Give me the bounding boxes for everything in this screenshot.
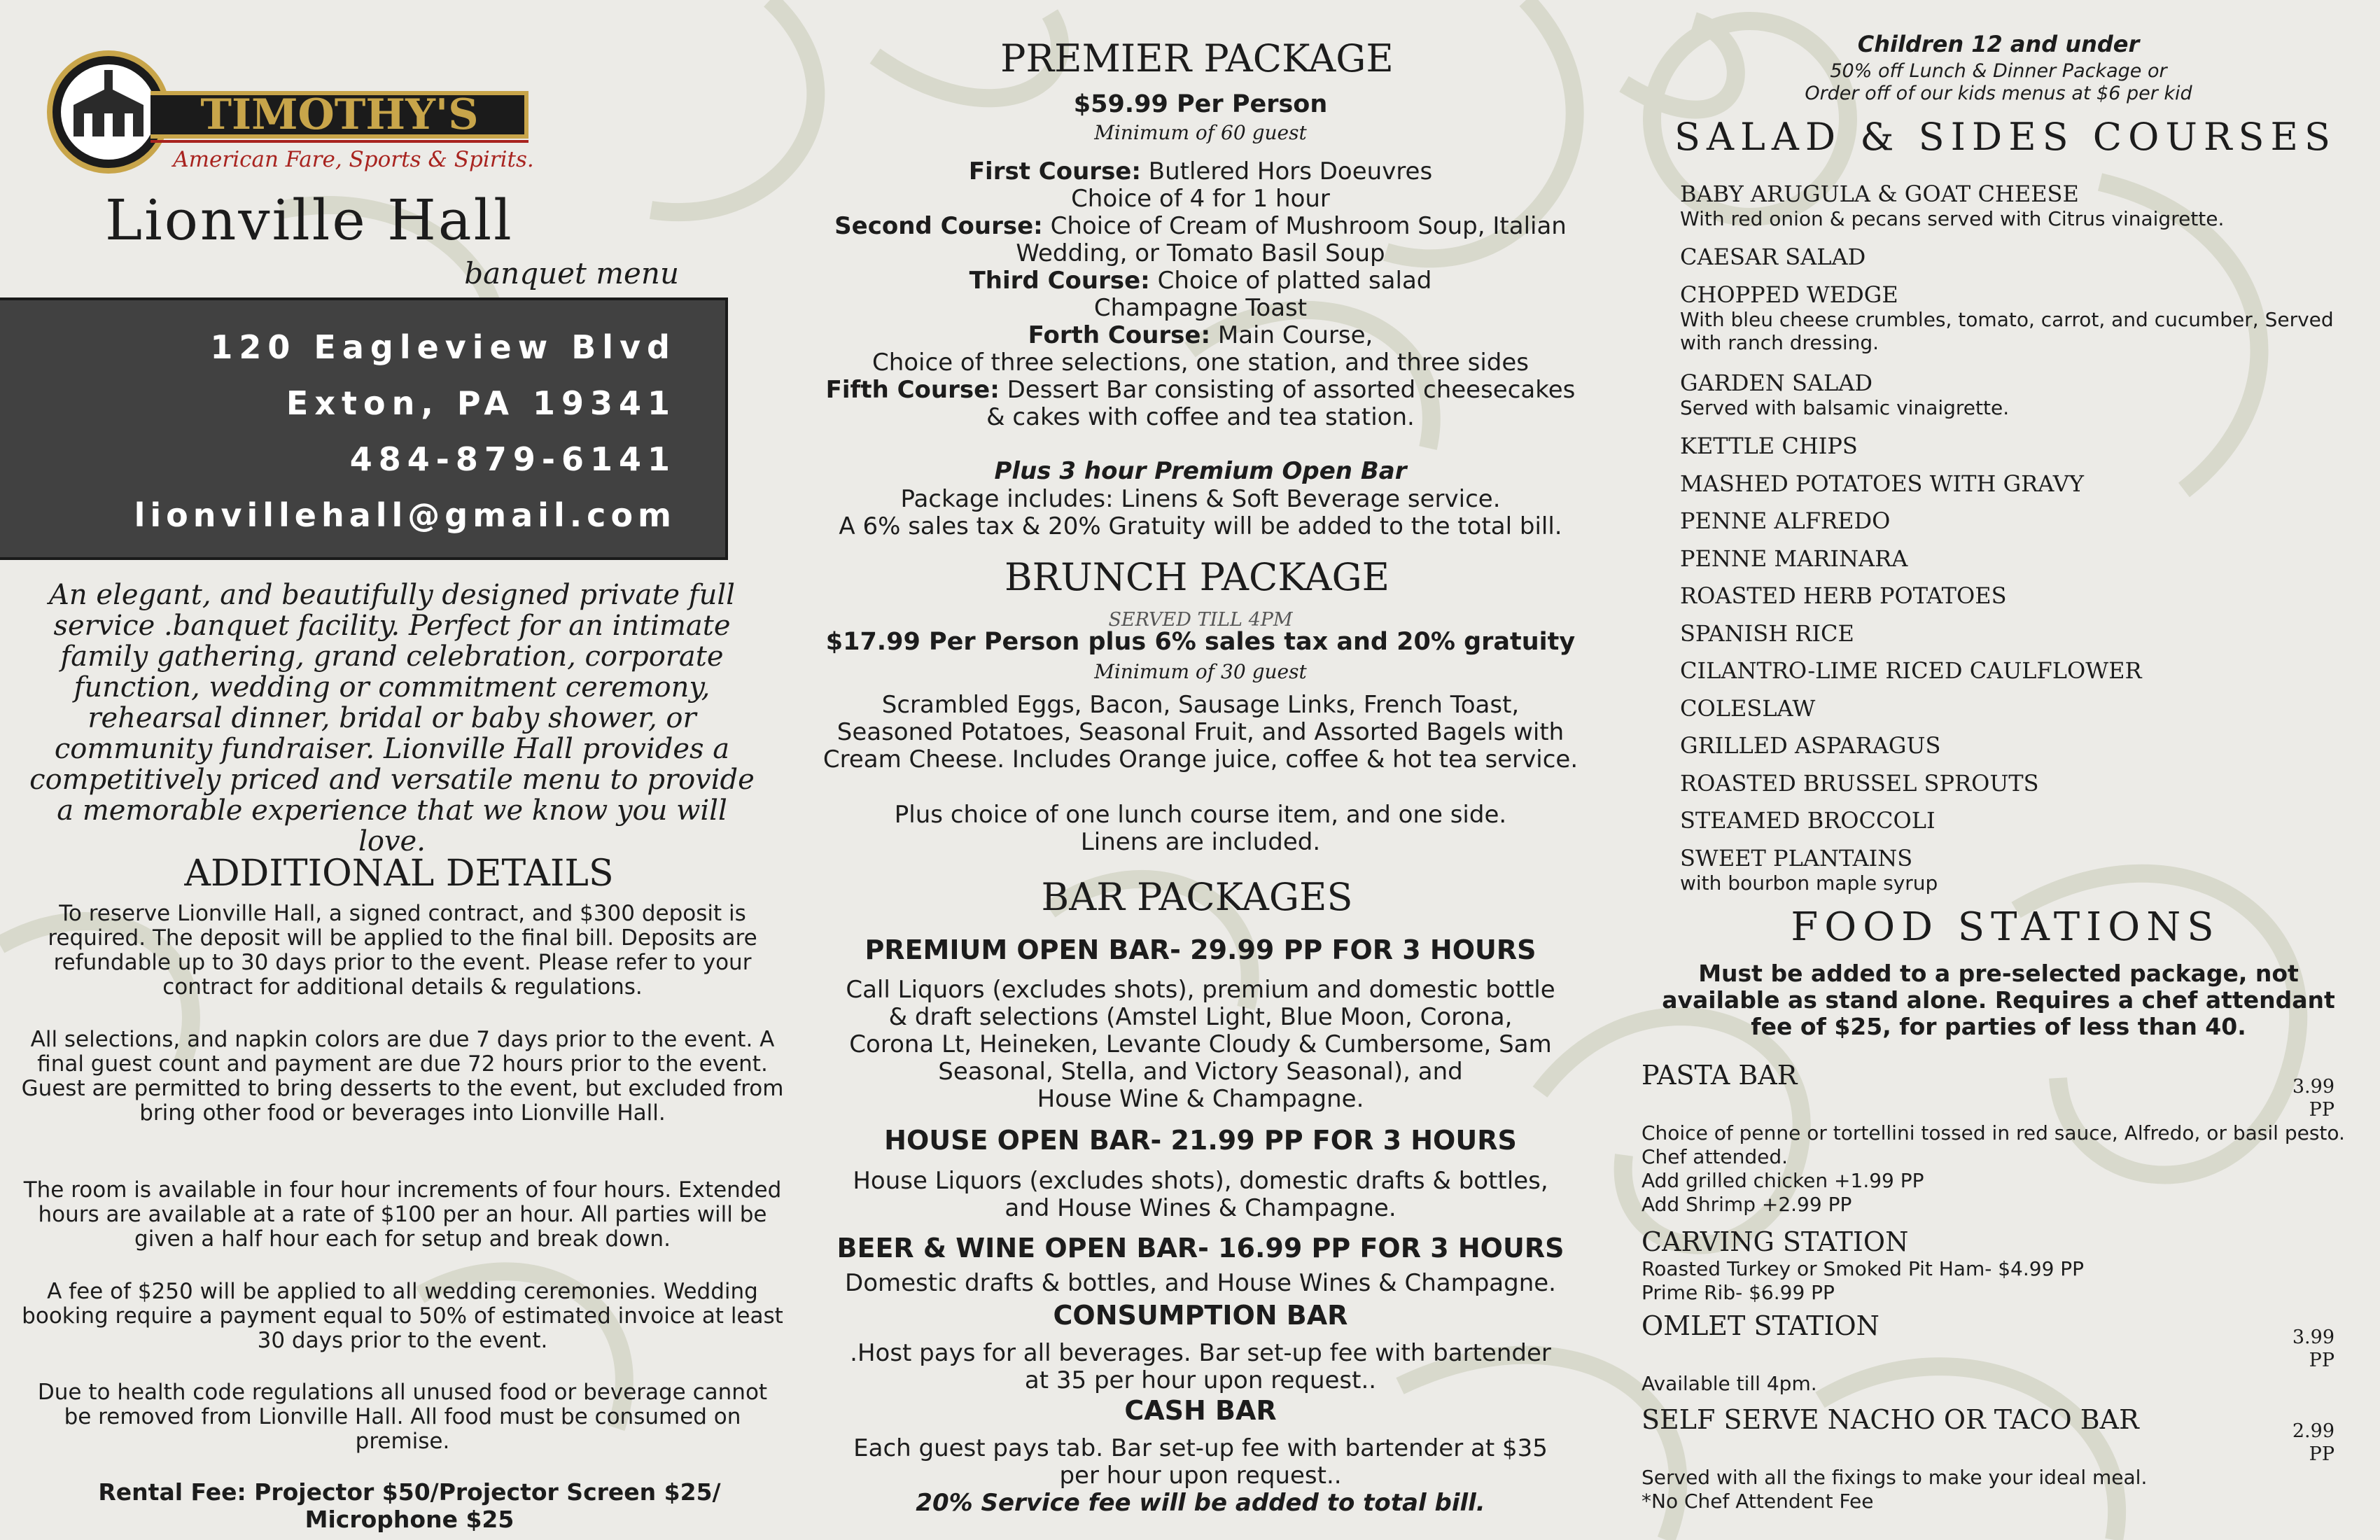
premium-bar-description: Call Liquors (excludes shots), premium and domestic bottle & draft selections (Amstel Light, Blue Moon, Corona, Corona Lt, Heineken, Levante Cloudy & Cumbersome, Sam Seasonal, Stella, and Victory Seasonal), and House Wine & Champagne.	[846, 976, 1555, 1113]
brunch-extras: Plus choice of one lunch course item, and one side. Linens are included.	[894, 801, 1507, 856]
children-title: Children 12 and under	[1857, 31, 2140, 57]
list-item: CAESAR SALAD	[1680, 244, 1866, 270]
cash-bar-title: CASH BAR	[1124, 1395, 1277, 1426]
premier-includes: Package includes: Linens & Soft Beverage service.	[900, 485, 1501, 513]
details-paragraph: All selections, and napkin colors are due 7 days prior to the event. A final guest count and payment are due 72 hours prior to the event. Guest are permitted to bring desserts to the event, but excluded from bring other food or beverages into Lionville Hall.	[21, 1027, 784, 1126]
list-item: BABY ARUGULA & GOAT CHEESE With red onion & pecans served with Citrus vinaigrette.	[1680, 181, 2225, 230]
course-3: Third Course: Choice of platted salad	[969, 267, 1432, 295]
list-item: SPANISH RICE	[1680, 620, 1854, 647]
list-item: CILANTRO-LIME RICED CAULFLOWER	[1680, 657, 2142, 684]
carving-station: CARVING STATION Roasted Turkey or Smoked Pit Ham- $4.99 PP Prime Rib- $6.99 PP	[1642, 1226, 2085, 1304]
food-stations-title: FOOD STATIONS	[1791, 904, 2220, 950]
email-link[interactable]: lionvillehall@gmail.com	[134, 496, 676, 534]
logo-name: TIMOTHY'S	[200, 90, 479, 139]
house-bar-title: HOUSE OPEN BAR- 21.99 PP FOR 3 HOURS	[884, 1125, 1517, 1156]
list-item: CHOPPED WEDGE With bleu cheese crumbles, tomato, carrot, and cucumber, Served with ranch dressing.	[1680, 281, 2334, 354]
premier-price: $59.99 Per Person	[1073, 90, 1328, 118]
consumption-bar-title: CONSUMPTION BAR	[1053, 1300, 1348, 1331]
food-stations-note: Must be added to a pre-selected package, not available as stand alone. Requires a chef attendant fee of $25, for parties of less than 40.	[1662, 960, 2335, 1040]
course-2: Second Course: Choice of Cream of Mushroom Soup, Italian	[834, 212, 1567, 240]
premier-bar-note: Plus 3 hour Premium Open Bar	[994, 457, 1407, 485]
address-line-2: Exton, PA 19341	[286, 384, 676, 422]
course-5: Fifth Course: Dessert Bar consisting of assorted cheesecakes	[825, 376, 1576, 404]
omlet-station: OMLET STATION 3.99 PP Available till 4pm.	[1642, 1310, 2334, 1395]
hall-title: Lionville Hall	[105, 188, 514, 253]
children-details: 50% off Lunch & Dinner Package or Order off of our kids menus at $6 per kid	[1805, 60, 2192, 104]
details-paragraph: A fee of $250 will be applied to all wedding ceremonies. Wedding booking require a payment equal to 50% of estimated invoice at least 30 days prior to the event.	[22, 1279, 783, 1353]
list-item: KETTLE CHIPS	[1680, 433, 1858, 459]
beer-wine-bar-title: BEER & WINE OPEN BAR- 16.99 PP FOR 3 HOURS	[836, 1233, 1564, 1264]
house-bar-description: House Liquors (excludes shots), domestic drafts & bottles, and House Wines & Champagne.	[853, 1167, 1548, 1222]
premier-tax: A 6% sales tax & 20% Gratuity will be added to the total bill.	[839, 512, 1562, 540]
list-item: SWEET PLANTAINS with bourbon maple syrup	[1680, 845, 1938, 895]
timothys-logo	[46, 49, 536, 175]
list-item: COLESLAW	[1680, 695, 1816, 722]
details-paragraph: To reserve Lionville Hall, a signed contract, and $300 deposit is required. The deposit will be applied to the final bill. Deposits are refundable up to 30 days prior to the event. Please refer to your contract for additional details & regulations.	[48, 901, 757, 1000]
list-item: ROASTED HERB POTATOES	[1680, 582, 2007, 609]
list-item: PENNE ALFREDO	[1680, 507, 1891, 534]
details-paragraph: The room is available in four hour increments of four hours. Extended hours are available at a rate of $100 per an hour. All parties will be given a half hour each for setup and break down.	[23, 1177, 782, 1252]
list-item: MASHED POTATOES WITH GRAVY	[1680, 470, 2084, 497]
banquet-menu-subtitle: banquet menu	[464, 256, 679, 290]
brunch-package-title: BRUNCH PACKAGE	[1004, 555, 1390, 599]
contact-box	[0, 298, 728, 560]
intro-text: An elegant, and beautifully designed private full service .banquet facility. Perfect for an intimate family gathering, grand celebration, corporate function, wedding or commitment ceremony, rehearsal dinner, bridal or baby shower, or community fundraiser. Lionville Hall provides a competitively priced and versatile menu to provide a memorable experience that we know you will love.	[29, 579, 755, 858]
service-fee-note: 20% Service fee will be added to total bill.	[916, 1489, 1485, 1517]
bar-packages-title: BAR PACKAGES	[1041, 875, 1353, 919]
pasta-bar-station: PASTA BAR 3.99 PP Choice of penne or tortellini tossed in red sauce, Alfredo, or basil pesto. Chef attended. Add grilled chicken +1.99 PP Add Shrimp +2.99 PP	[1642, 1060, 2345, 1216]
brunch-description: Scrambled Eggs, Bacon, Sausage Links, French Toast, Seasoned Potatoes, Seasonal Fruit, and Assorted Bagels with Cream Cheese. Includes Orange juice, coffee & hot tea service.	[822, 691, 1578, 774]
brunch-price: $17.99 Per Person plus 6% sales tax and 20% gratuity	[825, 628, 1576, 656]
premier-minimum: Minimum of 60 guest	[1094, 121, 1307, 144]
rental-fee: Rental Fee: Projector $50/Projector Screen $25/ Microphone $25	[98, 1478, 721, 1533]
beer-wine-bar-description: Domestic drafts & bottles, and House Wines & Champagne.	[845, 1269, 1556, 1297]
course-1: First Course: Butlered Hors Doeuvres	[968, 158, 1433, 186]
cash-bar-description: Each guest pays tab. Bar set-up fee with bartender at $35 per hour upon request..	[853, 1434, 1548, 1490]
details-paragraph: Due to health code regulations all unused food or beverage cannot be removed from Lionville Hall. All food must be consumed on premise.	[37, 1380, 768, 1454]
logo-tagline: American Fare, Sports & Spirits.	[173, 147, 534, 172]
list-item: PENNE MARINARA	[1680, 545, 1908, 572]
consumption-bar-description: .Host pays for all beverages. Bar set-up fee with bartender at 35 per hour upon request..	[850, 1339, 1551, 1394]
premium-bar-title: PREMIUM OPEN BAR- 29.99 PP FOR 3 HOURS	[864, 934, 1536, 965]
list-item: STEAMED BROCCOLI	[1680, 807, 1935, 834]
brunch-served: SERVED TILL 4PM	[1108, 609, 1293, 631]
list-item: GARDEN SALAD Served with balsamic vinaigrette.	[1680, 370, 2010, 419]
list-item: ROASTED BRUSSEL SPROUTS	[1680, 770, 2039, 797]
brunch-minimum: Minimum of 30 guest	[1094, 660, 1307, 683]
premier-courses: First Course: Butlered Hors Doeuvres Choice of 4 for 1 hour Second Course: Choice of Cream of Mushroom Soup, Italian Wedding, or Tomato Basil Soup Third Course: Choice of platted salad Champagne Toast Forth Course: Main Course, Choice of three selections, one station, and three sides Fifth Course: Dessert Bar consisting of assorted cheesecakes & cakes with coffee and tea station.	[805, 158, 1596, 431]
list-item: GRILLED ASPARAGUS	[1680, 732, 1941, 759]
address-line-1: 120 Eagleview Blvd	[210, 328, 676, 366]
additional-details-title: ADDITIONAL DETAILS	[184, 853, 614, 895]
nacho-taco-bar-station: SELF SERVE NACHO OR TACO BAR 2.99 PP Served with all the fixings to make your ideal meal. *No Chef Attendent Fee	[1642, 1404, 2334, 1513]
premier-package-title: PREMIER PACKAGE	[1000, 36, 1394, 80]
phone-number[interactable]: 484-879-6141	[349, 440, 676, 478]
course-4: Forth Course: Main Course,	[1028, 321, 1373, 349]
salad-sides-title: SALAD & SIDES COURSES	[1674, 115, 2337, 159]
